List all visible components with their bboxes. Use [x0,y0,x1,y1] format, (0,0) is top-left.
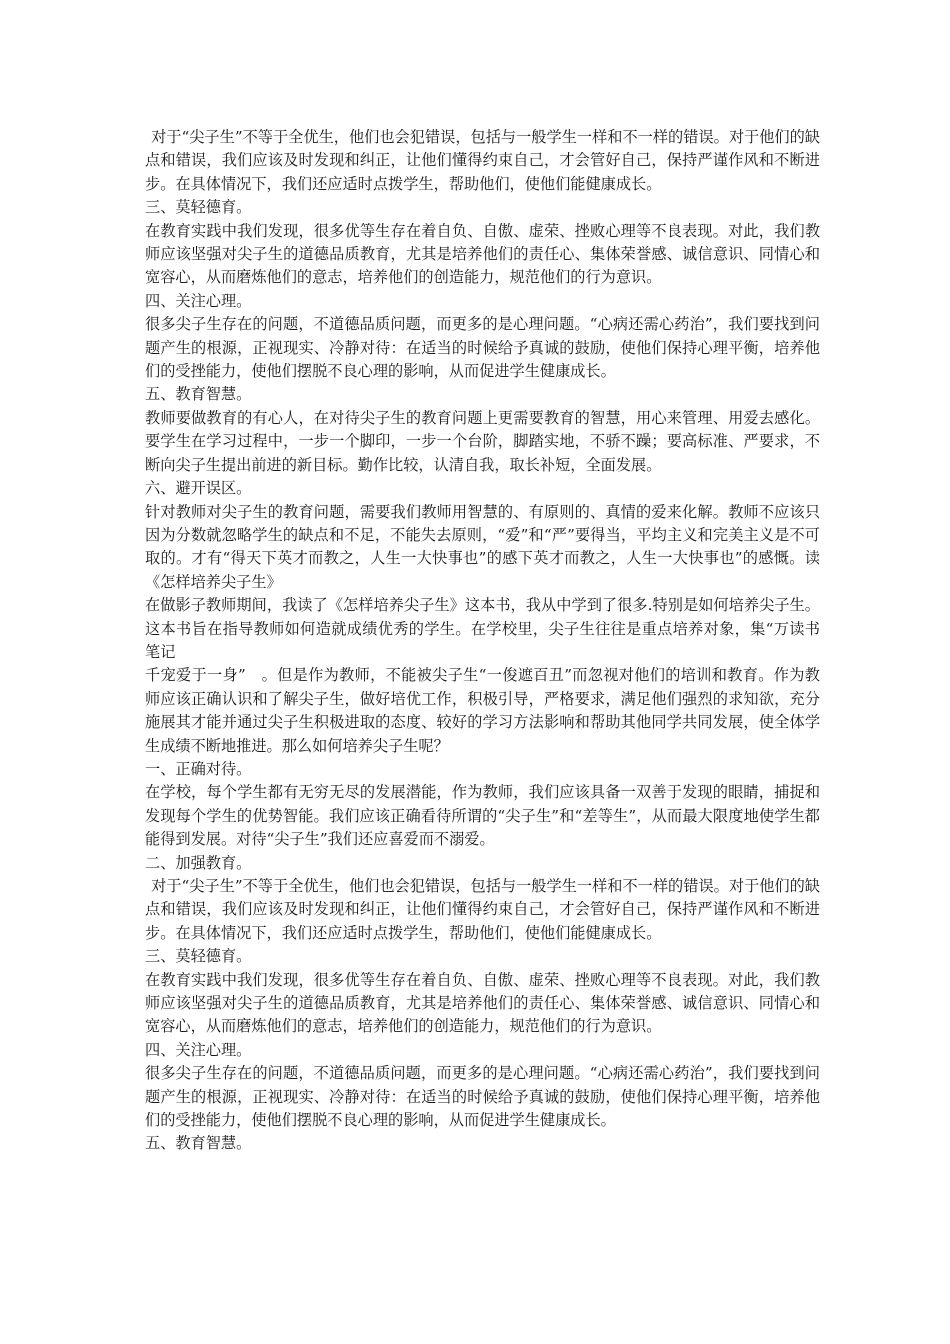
heading-4-psychology-repeat: 四、关注心理。 [145,1040,252,1059]
heading-6-avoid: 六、避开误区。 [145,479,252,498]
paragraph-4: 教师要做教育的有心人，在对待尖子生的教育问题上更需要教育的智慧，用心来管理、用爱去感化。要学生在学习过程中，一步一个脚印，一步一个台阶，脚踏实地，不骄不躁；要高标准、严要求，不断向尖子生提出前进的新目标。勤作比较，认清自我，取长补短，全面发展。 [145,408,820,474]
heading-3-moral-repeat: 三、莫轻德育。 [145,947,252,966]
paragraph-5: 针对教师对尖子生的教育问题，需要我们教师用智慧的、有原则的、真情的爱来化解。教师不应该只因为分数就忽略学生的缺点和不足，不能失去原则，“爱”和“严”要得当，平均主义和完美主义是不可取的。才有“得天下英才而教之，人生一大快事也”的感下英才而教之，人生一大快事也”的感慨。读《怎样培养尖子生》 [145,502,820,591]
paragraph-10: 在教育实践中我们发现，很多优等生存在着自负、自傲、虚荣、挫败心理等不良表现。对此，我们教师应该坚强对尖子生的道德品质教育，尤其是培养他们的责任心、集体荣誉感、诚信意识、同情心和宽容心，从而磨炼他们的意志，培养他们的创造能力，规范他们的行为意识。 [145,970,820,1036]
paragraph-2: 在教育实践中我们发现，很多优等生存在着自负、自傲、虚荣、挫败心理等不良表现。对此，我们教师应该坚强对尖子生的道德品质教育，尤其是培养他们的责任心、集体荣誉感、诚信意识、同情心和宽容心，从而磨炼他们的意志，培养他们的创造能力，规范他们的行为意识。 [145,221,820,287]
paragraph-3: 很多尖子生存在的问题，不道德品质问题，而更多的是心理问题。“心病还需心药治”，我们要找到问题产生的根源，正视现实、冷静对待：在适当的时候给予真诚的鼓励，使他们保持心理平衡，培养他们的受挫能力，使他们摆脱不良心理的影响，从而促进学生健康成长。 [145,315,820,381]
heading-4-psychology: 四、关注心理。 [145,291,252,310]
heading-5-wisdom: 五、教育智慧。 [145,385,252,404]
paragraph-6: 在做影子教师期间，我读了《怎样培养尖子生》这本书，我从中学到了很多.特别是如何培养尖子生。这本书旨在指导教师如何造就成绩优秀的学生。在学校里，尖子生往往是重点培养对象，集“万读书笔记 [145,596,820,661]
heading-5-wisdom-repeat: 五、教育智慧。 [145,1134,252,1153]
heading-3-moral: 三、莫轻德育。 [145,198,252,217]
heading-1-treat: 一、正确对待。 [145,759,252,778]
paragraph-8: 在学校，每个学生都有无穷无尽的发展潜能，作为教师，我们应该具备一双善于发现的眼睛，捕捉和发现每个学生的优势智能。我们应该正确看待所谓的“尖子生”和“差等生”，从而最大限度地使学生都能得到发展。对待“尖子生”我们还应喜爱而不溺爱。 [145,783,820,849]
paragraph-7: 千宠爱于一身” 。但是作为教师，不能被尖子生“一俊遮百丑”而忽视对他们的培训和教育。作为教师应该正确认识和了解尖子生，做好培优工作，积极引导，严格要求，满足他们强烈的求知欲，充分施展其才能并通过尖子生积极进取的态度、较好的学习方法影响和帮助其他同学共同发展，使全体学生成绩不断地推进。那么如何培养尖子生呢？ [145,666,820,755]
paragraph-1: 对于“尖子生”不等于全优生，他们也会犯错误，包括与一般学生一样和不一样的错误。对于他们的缺点和错误，我们应该及时发现和纠正，让他们懂得约束自己，才会管好自己，保持严谨作风和不断进步。在具体情况下，我们还应适时点拨学生，帮助他们，使他们能健康成长。 [145,128,820,193]
paragraph-9: 对于“尖子生”不等于全优生，他们也会犯错误，包括与一般学生一样和不一样的错误。对于他们的缺点和错误，我们应该及时发现和纠正，让他们懂得约束自己，才会管好自己，保持严谨作风和不断进步。在具体情况下，我们还应适时点拨学生，帮助他们，使他们能健康成长。 [145,877,820,942]
paragraph-11: 很多尖子生存在的问题，不道德品质问题，而更多的是心理问题。“心病还需心药治”，我们要找到问题产生的根源，正视现实、冷静对待：在适当的时候给予真诚的鼓励，使他们保持心理平衡，培养他们的受挫能力，使他们摆脱不良心理的影响，从而促进学生健康成长。 [145,1064,820,1130]
heading-2-strengthen: 二、加强教育。 [145,853,252,872]
document-page [145,126,820,1156]
